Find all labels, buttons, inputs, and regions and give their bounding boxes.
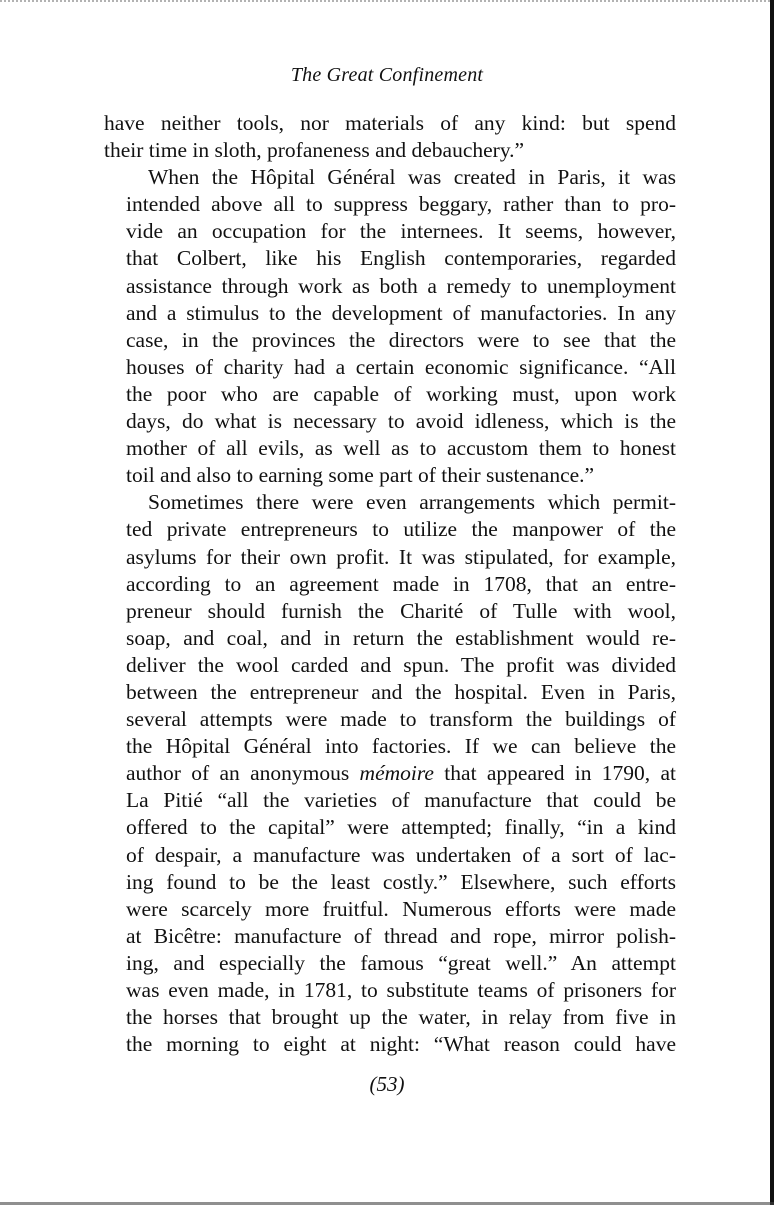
text-line: intended above all to suppress beggary, rather than to pro- <box>126 192 676 217</box>
text-line: La Pitié “all the varieties of manufacture that could be <box>126 788 676 813</box>
text-line: When the Hôpital Général was created in Paris, it was <box>148 165 676 190</box>
running-head: The Great Confinement <box>290 64 484 86</box>
text-line: days, do what is necessary to avoid idleness, which is the <box>126 409 676 434</box>
text-line: their time in sloth, profaneness and debauchery.” <box>104 138 525 163</box>
text-line: toil and also to earning some part of their sustenance.” <box>126 463 595 488</box>
text-line: Sometimes there were even arrangements which permit- <box>148 490 676 515</box>
text-line: assistance through work as both a remedy to unemployment <box>126 273 676 298</box>
body-text <box>104 110 676 1058</box>
text-line: mother of all evils, as well as to accustom them to honest <box>126 436 676 461</box>
text-line: the morning to eight at night: “What reason could have <box>126 1032 676 1057</box>
text-line: was even made, in 1781, to substitute teams of prisoners for <box>126 978 676 1002</box>
text-line: according to an agreement made in 1708, that an entre- <box>126 571 676 596</box>
text-line: author of an anonymous mémoire that appeared in 1790, at <box>126 761 677 786</box>
text-line: soap, and coal, and in return the establishment would re- <box>126 625 676 650</box>
text-line: of despair, a manufacture was undertaken of a sort of lac- <box>126 842 676 867</box>
paragraph-1 <box>104 110 676 164</box>
text-line: offered to the capital” were attempted; finally, “in a kind <box>126 815 676 840</box>
text-line: at Bicêtre: manufacture of thread and rope, mirror polish- <box>126 923 676 948</box>
paragraph-2 <box>104 164 676 489</box>
italic-term: mémoire <box>359 761 434 786</box>
text-line: vide an occupation for the internees. It seems, however, <box>126 219 676 244</box>
text-line: the poor who are capable of working must, upon work <box>126 381 676 406</box>
text-line: preneur should furnish the Charité of Tulle with wool, <box>126 598 676 623</box>
text-line: asylums for their own profit. It was stipulated, for example, <box>126 544 676 569</box>
page-top-edge <box>0 0 774 2</box>
text-line: several attempts were made to transform the buildings of <box>126 707 676 732</box>
text-line: ing, and especially the famous “great well.” An attempt <box>126 950 676 975</box>
text-line: deliver the wool carded and spun. The profit was divided <box>126 652 676 677</box>
page-number: (53) <box>369 1072 405 1096</box>
text-line: and a stimulus to the development of manufactories. In any <box>126 300 676 325</box>
paragraph-3 <box>104 489 676 1058</box>
text-line: have neither tools, nor materials of any kind: but spend <box>104 111 676 135</box>
text-line: between the entrepreneur and the hospital. Even in Paris, <box>126 679 676 704</box>
text-line: houses of charity had a certain economic significance. “All <box>126 354 676 379</box>
text-line: ing found to be the least costly.” Elsewhere, such efforts <box>126 869 676 894</box>
text-line: that Colbert, like his English contemporaries, regarded <box>126 246 676 271</box>
text-line: ted private entrepreneurs to utilize the manpower of the <box>126 517 676 542</box>
text-line: the Hôpital Général into factories. If we can believe the <box>126 734 676 759</box>
page-right-edge <box>770 0 774 1205</box>
text-line: were scarcely more fruitful. Numerous efforts were made <box>126 896 676 921</box>
text-line: the horses that brought up the water, in relay from five in <box>126 1005 676 1030</box>
text-line: case, in the provinces the directors were to see that the <box>126 327 676 352</box>
